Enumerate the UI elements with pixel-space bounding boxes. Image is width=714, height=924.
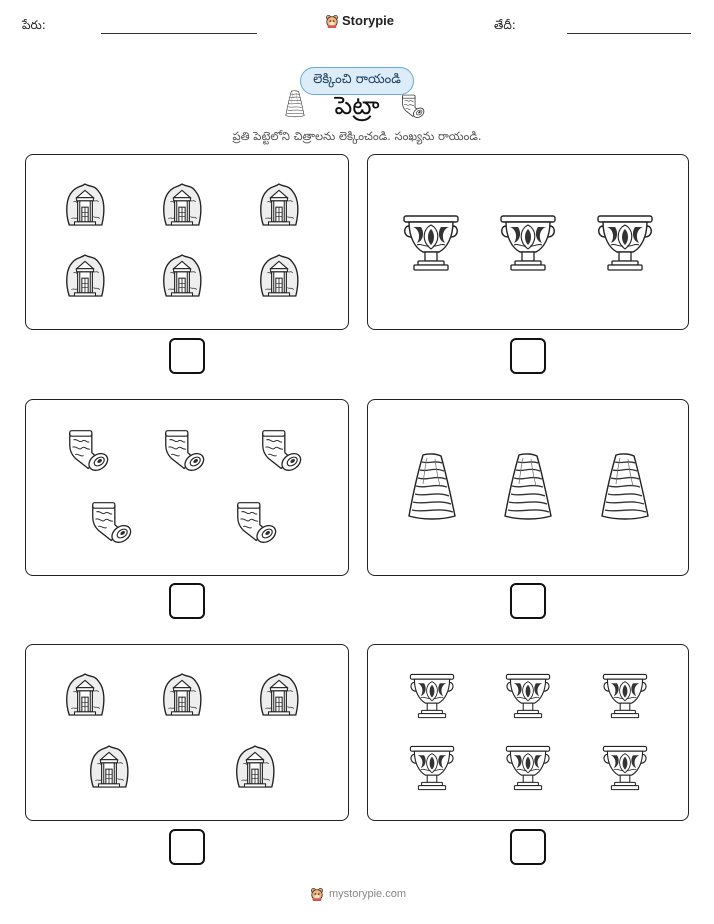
worksheet-instruction: ప్రతి పెట్టెలోని చిత్రాలను లెక్కించండి. సంఖ్యను రాయండి. — [232, 129, 482, 143]
name-line — [101, 33, 257, 34]
brand-logo — [325, 13, 394, 28]
rock-temple-icon — [64, 179, 106, 229]
rock-temple-icon — [64, 250, 106, 300]
clay-pipe-icon — [90, 500, 136, 544]
count-panel-5 — [25, 644, 349, 821]
mascot-icon — [310, 887, 324, 901]
clay-pipe-icon — [235, 500, 281, 544]
count-panel-6 — [367, 644, 689, 821]
sandstone-rock-icon — [502, 452, 554, 522]
urn-icon — [504, 671, 552, 721]
rock-temple-icon — [258, 179, 300, 229]
count-panel-4 — [367, 399, 689, 576]
rock-temple-icon — [161, 250, 203, 300]
sandstone-rock-icon — [406, 452, 458, 522]
brand-name: Storypie — [342, 13, 395, 28]
worksheet-title: పెట్రా — [334, 91, 380, 120]
count-panel-1 — [25, 154, 349, 330]
footer-url[interactable]: mystorypie.com — [329, 888, 407, 900]
urn-icon — [504, 743, 552, 793]
rock-temple-icon — [258, 250, 300, 300]
answer-box-6[interactable] — [510, 829, 546, 865]
footer — [310, 887, 406, 901]
date-label: తేదీ: — [494, 18, 516, 32]
urn-icon — [595, 212, 655, 274]
mascot-icon — [325, 14, 339, 28]
urn-icon — [498, 212, 558, 274]
name-label: పేరు: — [22, 18, 46, 32]
urn-icon — [601, 671, 649, 721]
rock-temple-icon — [234, 741, 276, 791]
worksheet-badge: లెక్కించి రాయండి — [300, 67, 414, 95]
urn-icon — [408, 671, 456, 721]
rock-temple-icon — [64, 669, 106, 719]
sandstone-rock-icon — [599, 452, 651, 522]
clay-pipe-icon — [163, 428, 209, 472]
answer-box-4[interactable] — [510, 583, 546, 619]
urn-icon — [601, 743, 649, 793]
urn-icon — [408, 743, 456, 793]
clay-pipe-icon — [260, 428, 306, 472]
answer-box-3[interactable] — [169, 583, 205, 619]
rock-temple-icon — [88, 741, 130, 791]
answer-box-5[interactable] — [169, 829, 205, 865]
count-panel-3 — [25, 399, 349, 576]
rock-temple-icon — [161, 179, 203, 229]
urn-icon — [401, 212, 461, 274]
answer-box-1[interactable] — [169, 338, 205, 374]
date-line — [567, 33, 691, 34]
answer-box-2[interactable] — [510, 338, 546, 374]
count-panel-2 — [367, 154, 689, 330]
rock-temple-icon — [258, 669, 300, 719]
clay-pipe-icon — [67, 428, 113, 472]
rock-temple-icon — [161, 669, 203, 719]
